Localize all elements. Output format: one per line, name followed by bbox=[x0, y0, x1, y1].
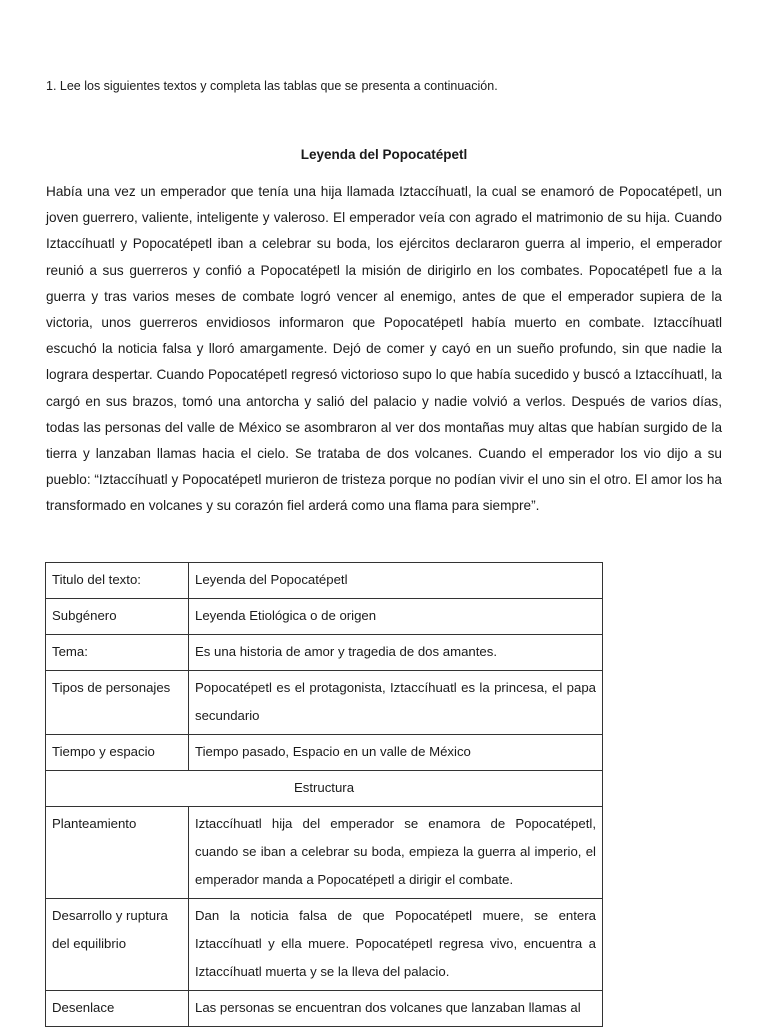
row-label-tema: Tema: bbox=[46, 635, 189, 671]
analysis-table bbox=[45, 562, 603, 1027]
row-label-tiempo: Tiempo y espacio bbox=[46, 735, 189, 771]
section-header-estructura: Estructura bbox=[46, 771, 603, 807]
row-value-desarrollo: Dan la noticia falsa de que Popocatépetl muere, se entera Iztaccíhuatl y ella muere. Popocatépetl regresa vivo, encuentra a Iztaccíhuatl muerta y se la lleva del palacio. bbox=[189, 899, 603, 991]
row-label-subgenero: Subgénero bbox=[46, 599, 189, 635]
row-value-desenlace: Las personas se encuentran dos volcanes que lanzaban llamas al bbox=[195, 1000, 581, 1015]
row-value-subgenero: Leyenda Etiológica o de origen bbox=[189, 599, 603, 635]
row-value-tiempo: Tiempo pasado, Espacio en un valle de México bbox=[189, 735, 603, 771]
row-value-titulo: Leyenda del Popocatépetl bbox=[189, 563, 603, 599]
table-row bbox=[46, 899, 603, 991]
table-row bbox=[46, 991, 603, 1027]
table-row bbox=[46, 635, 603, 671]
legend-body: Había una vez un emperador que tenía una hija llamada Iztaccíhuatl, la cual se enamoró de Popocatépetl, un joven guerrero, valiente, inteligente y valeroso. El emperador veía con agrado el matrimonio de su hija. Cuando Iztaccíhuatl y Popocatépetl iban a celebrar su boda, los ejércitos declararon guerra al imperio, el emperador reunió a sus guerreros y confió a Popocatépetl la misión de dirigirlo en los combates. Popocatépetl fue a la guerra y tras varios meses de combate logró vencer al enemigo, antes de que el emperador supiera de la victoria, unos guerreros envidiosos informaron que Popocatépetl había muerto en combate. Iztaccíhuatl escuchó la noticia falsa y lloró amargamente. Dejó de comer y cayó en un sueño profundo, sin que nadie la lograra despertar. Cuando Popocatépetl regresó victorioso supo lo que había sucedido y buscó a Iztaccíhuatl, la cargó en sus brazos, tomó una antorcha y salió del palacio y nadie volvió a verlos. Después de varios días, todas las personas del valle de México se asombraron al ver dos montañas muy altas que habían surgido de la tierra y lanzaban llamas hacia el cielo. Se trataba de dos volcanes. Cuando el emperador los vio dijo a su pueblo: “Iztaccíhuatl y Popocatépetl murieron de tristeza porque no podían vivir el uno sin el otro. El amor los ha transformado en volcanes y su corazón fiel arderá como una flama para siempre”. bbox=[46, 184, 722, 514]
table-row bbox=[46, 735, 603, 771]
instruction-text: 1. Lee los siguientes textos y completa las tablas que se presenta a continuación. bbox=[46, 79, 498, 93]
row-value-desenlace-cell bbox=[189, 991, 603, 1027]
table-row bbox=[46, 771, 603, 807]
table-row bbox=[46, 599, 603, 635]
table-row bbox=[46, 807, 603, 899]
row-label-desarrollo: Desarrollo y ruptura del equilibrio bbox=[46, 899, 189, 991]
row-value-tema: Es una historia de amor y tragedia de dos amantes. bbox=[189, 635, 603, 671]
row-label-planteamiento: Planteamiento bbox=[46, 807, 189, 899]
legend-title: Leyenda del Popocatépetl bbox=[300, 147, 468, 162]
row-label-desenlace: Desenlace bbox=[46, 991, 189, 1027]
table-row bbox=[46, 671, 603, 735]
row-label-personajes: Tipos de personajes bbox=[46, 671, 189, 735]
row-value-personajes: Popocatépetl es el protagonista, Iztaccíhuatl es la princesa, el papa secundario bbox=[189, 671, 603, 735]
row-label-titulo: Titulo del texto: bbox=[46, 563, 189, 599]
row-value-planteamiento: Iztaccíhuatl hija del emperador se enamora de Popocatépetl, cuando se iban a celebrar su boda, empieza la guerra al imperio, el emperador manda a Popocatépetl a dirigir el combate. bbox=[189, 807, 603, 899]
table-row bbox=[46, 563, 603, 599]
